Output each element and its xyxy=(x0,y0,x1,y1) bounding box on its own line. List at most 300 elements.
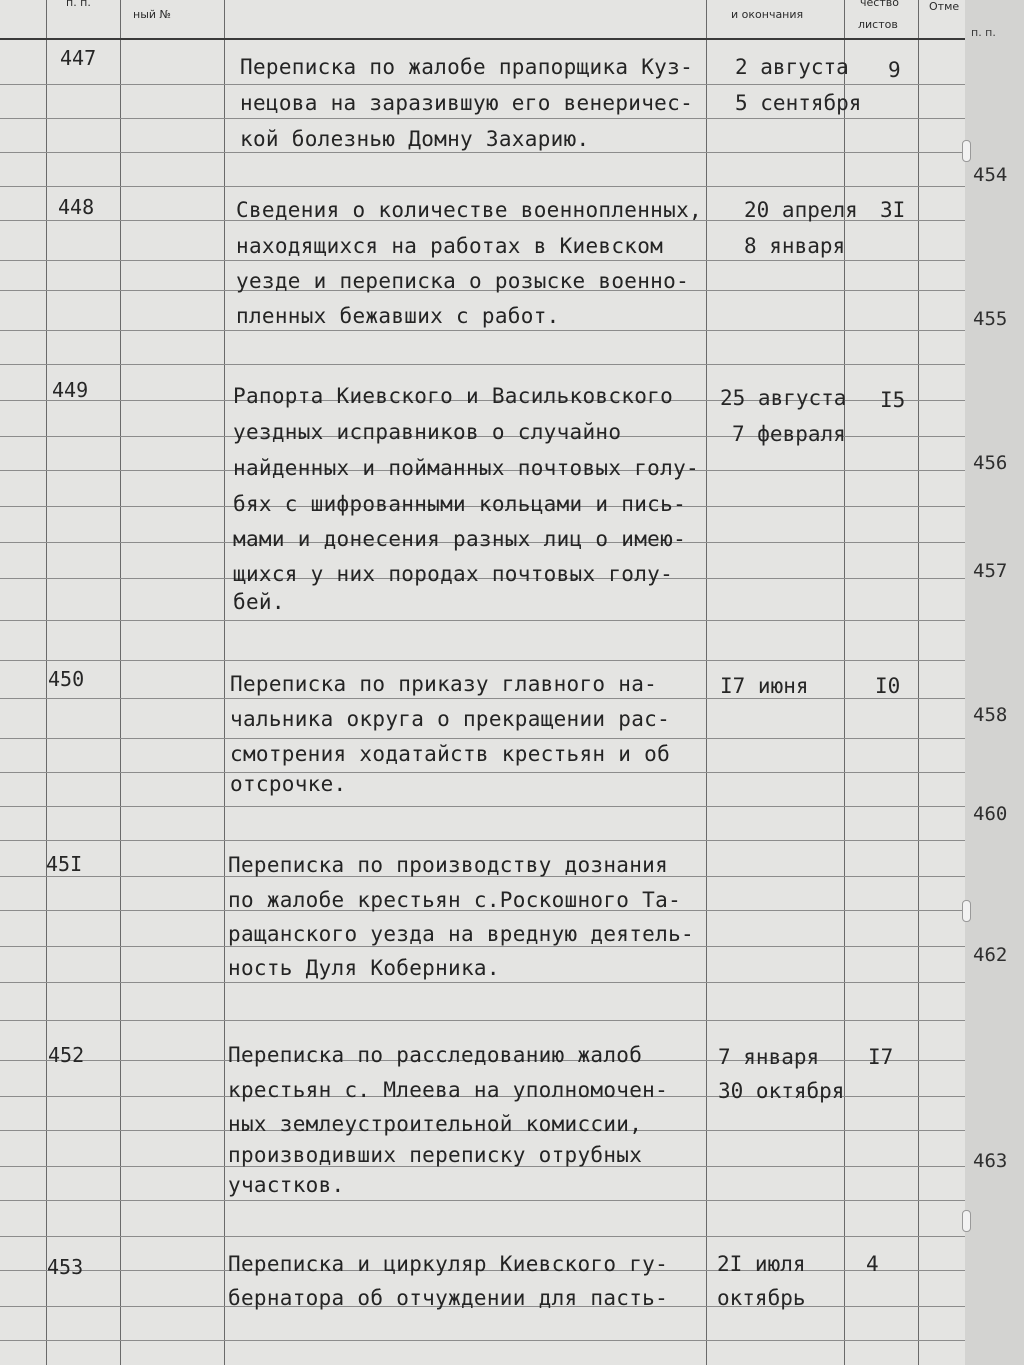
ruled-line xyxy=(0,1306,46,1307)
ruled-line xyxy=(120,260,224,261)
entry-line: Рапорта Киевского и Васильковского xyxy=(233,384,674,408)
ruled-line xyxy=(706,660,844,661)
ruled-line xyxy=(120,876,224,877)
ruled-line xyxy=(46,578,120,579)
ruled-line xyxy=(224,1340,706,1341)
ruled-line xyxy=(844,840,918,841)
ruled-line xyxy=(706,1236,844,1237)
ruled-line xyxy=(0,982,46,983)
ruled-line xyxy=(844,1270,918,1271)
ruled-line xyxy=(844,876,918,877)
ruled-line xyxy=(120,1060,224,1061)
ruled-line xyxy=(844,118,918,119)
entry-line: Переписка и циркуляр Киевского гу- xyxy=(228,1252,669,1276)
date-start: I7 июня xyxy=(720,674,809,698)
entry-line: ность Дуля Коберника. xyxy=(228,956,500,980)
ruled-line xyxy=(120,1096,224,1097)
ruled-line xyxy=(918,186,965,187)
ruled-line xyxy=(0,1130,46,1131)
ruled-line xyxy=(46,982,120,983)
ruled-line xyxy=(46,470,120,471)
date-start: 2I июля xyxy=(717,1252,806,1276)
next-page-number: 458 xyxy=(973,704,1008,726)
header-notes: Отме xyxy=(929,0,960,13)
entry-number: 447 xyxy=(60,46,97,70)
ruled-line xyxy=(120,186,224,187)
ruled-line xyxy=(844,806,918,807)
ruled-line xyxy=(918,910,965,911)
ruled-line xyxy=(120,1306,224,1307)
next-page-number: 454 xyxy=(973,164,1008,186)
ruled-line xyxy=(706,1020,844,1021)
ruled-line xyxy=(706,1166,844,1167)
ruled-line xyxy=(224,1236,706,1237)
ruled-line xyxy=(844,910,918,911)
next-page-number: 457 xyxy=(973,560,1008,582)
ruled-line xyxy=(120,290,224,291)
ruled-line xyxy=(844,542,918,543)
ruled-line xyxy=(844,1166,918,1167)
ruled-line xyxy=(918,982,965,983)
entry-line: участков. xyxy=(228,1173,345,1197)
ruled-line xyxy=(224,840,706,841)
ruled-line xyxy=(0,738,46,739)
ruled-line xyxy=(918,620,965,621)
ruled-line xyxy=(46,620,120,621)
ruled-line xyxy=(844,84,918,85)
ruled-line xyxy=(918,118,965,119)
ruled-line xyxy=(0,1060,46,1061)
entry-line: Переписка по расследованию жалоб xyxy=(228,1043,643,1067)
ruled-line xyxy=(46,84,120,85)
ruled-line xyxy=(0,698,46,699)
ruled-line xyxy=(844,772,918,773)
ruled-line xyxy=(46,698,120,699)
binding-hole xyxy=(962,140,971,162)
ruled-line xyxy=(120,772,224,773)
ruled-line xyxy=(918,152,965,153)
header-count-2: листов xyxy=(858,18,898,31)
entry-line: пленных бежавших с работ. xyxy=(236,304,560,328)
ruled-line xyxy=(224,698,706,699)
ruled-line xyxy=(46,1130,120,1131)
ruled-line xyxy=(844,186,918,187)
ruled-line xyxy=(120,1340,224,1341)
ruled-line xyxy=(918,738,965,739)
ruled-line xyxy=(844,660,918,661)
entry-line: находящихся на работах в Киевском xyxy=(236,234,664,258)
ruled-line xyxy=(706,118,844,119)
ruled-line xyxy=(224,1200,706,1201)
ruled-line xyxy=(844,1236,918,1237)
ruled-line xyxy=(844,1096,918,1097)
ruled-line xyxy=(0,118,46,119)
ruled-line xyxy=(918,1166,965,1167)
ruled-line xyxy=(46,1166,120,1167)
ruled-line xyxy=(0,506,46,507)
entry-line: бей. xyxy=(233,590,285,614)
ruled-line xyxy=(706,364,844,365)
column-rule xyxy=(918,0,919,1365)
ruled-line xyxy=(844,578,918,579)
ruled-line xyxy=(120,220,224,221)
ruled-line xyxy=(46,1096,120,1097)
entry-line: по жалобе крестьян с.Роскошного Та- xyxy=(228,888,682,912)
ruled-line xyxy=(46,436,120,437)
ruled-line xyxy=(706,260,844,261)
ruled-line xyxy=(918,772,965,773)
ruled-line xyxy=(706,840,844,841)
ruled-line xyxy=(706,152,844,153)
ruled-line xyxy=(0,806,46,807)
ruled-line xyxy=(46,1340,120,1341)
next-page-number: 462 xyxy=(973,944,1008,966)
next-page-number: 460 xyxy=(973,803,1008,825)
ruled-line xyxy=(224,84,706,85)
entry-line: Сведения о количестве военнопленных, xyxy=(236,198,702,222)
ruled-line xyxy=(918,1236,965,1237)
ruled-line xyxy=(918,330,965,331)
ruled-line xyxy=(0,364,46,365)
ruled-line xyxy=(918,364,965,365)
ruled-line xyxy=(46,186,120,187)
ruled-line xyxy=(120,1166,224,1167)
ruled-line xyxy=(120,1270,224,1271)
ruled-line xyxy=(46,364,120,365)
ruled-line xyxy=(224,806,706,807)
ruled-line xyxy=(844,1306,918,1307)
ruled-line xyxy=(224,946,706,947)
date-end: 30 октября xyxy=(718,1079,845,1103)
ruled-line xyxy=(0,186,46,187)
ruled-line xyxy=(0,84,46,85)
ruled-line xyxy=(0,1200,46,1201)
ruled-line xyxy=(844,470,918,471)
date-end: 7 февраля xyxy=(732,422,846,446)
ruled-line xyxy=(224,1020,706,1021)
ruled-line xyxy=(918,1340,965,1341)
ruled-line xyxy=(120,620,224,621)
sheet-count: I0 xyxy=(875,674,901,698)
date-start: 7 января xyxy=(718,1045,820,1069)
binding-hole xyxy=(962,1210,971,1232)
ruled-line xyxy=(0,1270,46,1271)
ruled-line xyxy=(844,1020,918,1021)
ruled-line xyxy=(0,840,46,841)
ruled-line xyxy=(120,806,224,807)
ruled-line xyxy=(918,1096,965,1097)
ruled-line xyxy=(844,982,918,983)
ruled-line xyxy=(844,1200,918,1201)
ruled-line xyxy=(120,1020,224,1021)
ruled-line xyxy=(0,772,46,773)
ruled-line xyxy=(120,506,224,507)
ruled-line xyxy=(918,290,965,291)
ruled-line xyxy=(706,1200,844,1201)
date-end: 8 января xyxy=(744,234,846,258)
ruled-line xyxy=(0,470,46,471)
ruled-line xyxy=(0,290,46,291)
ruled-line xyxy=(46,660,120,661)
ruled-line xyxy=(706,578,844,579)
ruled-line xyxy=(706,186,844,187)
date-start: 20 апреля xyxy=(744,198,858,222)
ruled-line xyxy=(120,698,224,699)
ruled-line xyxy=(120,84,224,85)
entry-line: чальника округа о прекращении рас- xyxy=(230,707,671,731)
ruled-line xyxy=(918,1200,965,1201)
next-page-header: п. п. xyxy=(971,26,996,39)
ruled-line xyxy=(46,260,120,261)
ruled-line xyxy=(918,840,965,841)
entry-number: 448 xyxy=(58,195,95,219)
ruled-line xyxy=(918,506,965,507)
ruled-line xyxy=(706,738,844,739)
ruled-line xyxy=(120,400,224,401)
ruled-line xyxy=(46,1306,120,1307)
ruled-line xyxy=(224,152,706,153)
ruled-line xyxy=(46,806,120,807)
entry-line: щихся у них породах почтовых голу- xyxy=(233,562,674,586)
ruled-line xyxy=(120,436,224,437)
next-page-edge xyxy=(965,0,1024,1365)
entry-line: крестьян с. Млеева на уполномочен- xyxy=(228,1078,669,1102)
ruled-line xyxy=(706,910,844,911)
ruled-line xyxy=(120,946,224,947)
ruled-line xyxy=(0,1236,46,1237)
ruled-line xyxy=(46,506,120,507)
ruled-line xyxy=(844,330,918,331)
ruled-line xyxy=(918,1130,965,1131)
ruled-line xyxy=(120,660,224,661)
ruled-line xyxy=(120,1130,224,1131)
ruled-line xyxy=(918,1306,965,1307)
entry-line: найденных и пойманных почтовых голу- xyxy=(233,456,699,480)
ruled-line xyxy=(918,946,965,947)
ruled-line xyxy=(120,330,224,331)
entry-number: 45I xyxy=(46,852,83,876)
next-page-number: 456 xyxy=(973,452,1008,474)
ruled-line xyxy=(706,290,844,291)
ruled-line xyxy=(0,436,46,437)
ruled-line xyxy=(120,470,224,471)
ruled-line xyxy=(918,542,965,543)
ruled-line xyxy=(120,738,224,739)
ruled-line xyxy=(46,1020,120,1021)
ruled-line xyxy=(706,982,844,983)
ruled-line xyxy=(46,290,120,291)
ruled-line xyxy=(46,152,120,153)
ruled-line xyxy=(120,364,224,365)
binding-hole xyxy=(962,900,971,922)
ruled-line xyxy=(918,876,965,877)
ruled-line xyxy=(120,578,224,579)
ruled-line xyxy=(224,118,706,119)
ruled-line xyxy=(46,840,120,841)
ruled-line xyxy=(0,542,46,543)
ruled-line xyxy=(0,330,46,331)
ruled-line xyxy=(46,1236,120,1237)
ruled-line xyxy=(844,290,918,291)
sheet-count: 3I xyxy=(880,198,906,222)
ruled-line xyxy=(0,400,46,401)
ruled-line xyxy=(706,84,844,85)
ruled-line xyxy=(706,470,844,471)
ruled-line xyxy=(224,660,706,661)
entry-line: ных землеустроительной комиссии, xyxy=(228,1112,643,1136)
column-rule xyxy=(46,0,47,1365)
ruled-line xyxy=(918,436,965,437)
ruled-line xyxy=(224,364,706,365)
ruled-line xyxy=(120,982,224,983)
entry-line: ращанского уезда на вредную деятель- xyxy=(228,922,694,946)
entry-number: 453 xyxy=(47,1255,84,1279)
ruled-line xyxy=(918,1020,965,1021)
ruled-line xyxy=(0,1340,46,1341)
ruled-line xyxy=(844,260,918,261)
ruled-line xyxy=(120,840,224,841)
ruled-line xyxy=(844,946,918,947)
ruled-line xyxy=(706,946,844,947)
ruled-line xyxy=(918,698,965,699)
ruled-line xyxy=(706,620,844,621)
entry-number: 450 xyxy=(48,667,85,691)
ruled-line xyxy=(0,660,46,661)
ruled-line xyxy=(844,436,918,437)
ruled-line xyxy=(0,152,46,153)
ruled-line xyxy=(46,910,120,911)
ruled-line xyxy=(0,1020,46,1021)
ruled-line xyxy=(844,698,918,699)
ruled-line xyxy=(918,470,965,471)
ruled-line xyxy=(706,806,844,807)
header-inventory: ный № xyxy=(133,8,171,21)
ruled-line xyxy=(46,772,120,773)
ruled-line xyxy=(706,876,844,877)
ruled-line xyxy=(844,620,918,621)
ruled-line xyxy=(0,1166,46,1167)
date-start: 2 августа xyxy=(735,55,849,79)
ruled-line xyxy=(844,1340,918,1341)
ruled-line xyxy=(46,946,120,947)
header-count-1: чество xyxy=(860,0,899,9)
header-number: п. п. xyxy=(66,0,91,9)
entry-line: уезде и переписка о розыске военно- xyxy=(236,269,690,293)
date-end: октябрь xyxy=(717,1286,806,1310)
next-page-number: 455 xyxy=(973,308,1008,330)
ruled-line xyxy=(224,330,706,331)
ruled-line xyxy=(0,1096,46,1097)
header-dates: и окончания xyxy=(731,8,804,21)
ruled-line xyxy=(706,506,844,507)
ruled-line xyxy=(46,330,120,331)
ruled-line xyxy=(46,738,120,739)
ruled-line xyxy=(46,220,120,221)
ruled-line xyxy=(0,578,46,579)
ruled-line xyxy=(120,910,224,911)
ruled-line xyxy=(0,910,46,911)
sheet-count: 9 xyxy=(888,58,901,82)
ruled-line xyxy=(844,364,918,365)
ruled-line xyxy=(120,1236,224,1237)
entry-line: Переписка по жалобе прапорщика Куз- xyxy=(240,55,694,79)
ruled-line xyxy=(918,806,965,807)
ruled-line xyxy=(0,620,46,621)
ruled-line xyxy=(224,620,706,621)
ruled-line xyxy=(0,876,46,877)
entry-line: кой болезнью Домну Захарию. xyxy=(240,127,590,151)
ruled-line xyxy=(706,542,844,543)
ruled-line xyxy=(844,506,918,507)
sheet-count: I5 xyxy=(880,388,906,412)
column-rule xyxy=(120,0,121,1365)
entry-line: уездных исправников о случайно xyxy=(233,420,622,444)
entry-line: смотрения ходатайств крестьян и об xyxy=(230,742,671,766)
entry-line: нецова на заразившую его венеричес- xyxy=(240,91,694,115)
ruled-line xyxy=(706,772,844,773)
ruled-line xyxy=(844,738,918,739)
entry-number: 449 xyxy=(52,378,89,402)
ruled-line xyxy=(120,1200,224,1201)
ruled-line xyxy=(918,660,965,661)
ruled-line xyxy=(918,84,965,85)
ruled-line xyxy=(120,152,224,153)
entry-line: производивших переписку отрубных xyxy=(228,1143,643,1167)
sheet-count: 4 xyxy=(866,1252,879,1276)
ruled-line xyxy=(46,1200,120,1201)
ruled-line xyxy=(918,400,965,401)
ruled-line xyxy=(706,330,844,331)
ruled-line xyxy=(224,260,706,261)
ruled-line xyxy=(120,118,224,119)
date-start: 25 августа xyxy=(720,386,847,410)
ruled-line xyxy=(706,698,844,699)
ruled-line xyxy=(0,220,46,221)
entry-line: отсрочке. xyxy=(230,772,347,796)
entry-line: бях с шифрованными кольцами и пись- xyxy=(233,492,687,516)
ruled-line xyxy=(46,118,120,119)
column-rule xyxy=(706,0,707,1365)
entry-line: Переписка по производству дознания xyxy=(228,853,669,877)
entry-number: 452 xyxy=(48,1043,85,1067)
ruled-line xyxy=(706,1340,844,1341)
ruled-line xyxy=(224,738,706,739)
date-end: 5 сентября xyxy=(735,91,862,115)
ruled-line xyxy=(844,152,918,153)
header-rule xyxy=(0,38,965,40)
ruled-line xyxy=(224,982,706,983)
ruled-line xyxy=(120,542,224,543)
ruled-line xyxy=(918,1060,965,1061)
ruled-line xyxy=(0,946,46,947)
entry-line: Переписка по приказу главного на- xyxy=(230,672,658,696)
ruled-line xyxy=(46,542,120,543)
ruled-line xyxy=(706,1130,844,1131)
ruled-line xyxy=(224,186,706,187)
ruled-line xyxy=(918,578,965,579)
entry-line: бернатора об отчуждении для пасть- xyxy=(228,1286,669,1310)
sheet-count: I7 xyxy=(868,1045,894,1069)
next-page-number: 463 xyxy=(973,1150,1008,1172)
ruled-line xyxy=(0,260,46,261)
ruled-line xyxy=(918,260,965,261)
entry-line: мами и донесения разных лиц о имею- xyxy=(233,527,687,551)
ruled-line xyxy=(918,220,965,221)
column-rule xyxy=(224,0,225,1365)
ruled-line xyxy=(918,1270,965,1271)
ruled-line xyxy=(844,1130,918,1131)
ruled-line xyxy=(46,876,120,877)
